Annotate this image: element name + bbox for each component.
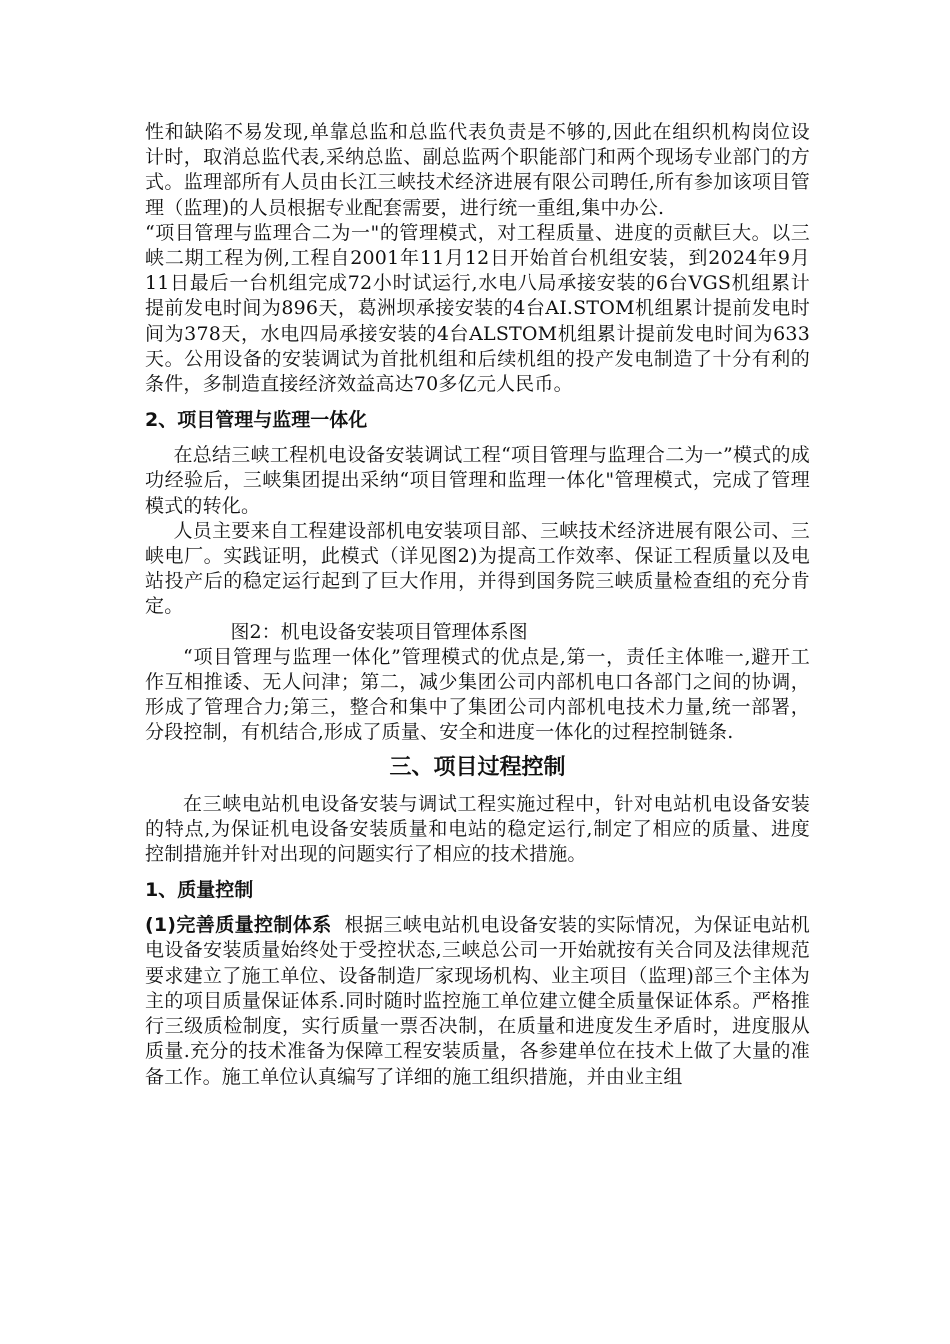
paragraph-quality-system bbox=[145, 913, 810, 1089]
document-page bbox=[145, 120, 810, 1090]
paragraph-lead-title: (1)完善质量控制体系 bbox=[145, 914, 332, 937]
paragraph-process-control-intro: 在三峡电站机电设备安装与调试工程实施过程中，针对电站机电设备安装的特点,为保证机电设备安装质量和电站的稳定运行,制定了相应的质量、进度控制措施并针对出现的问题实行了相应的技术措施。 bbox=[145, 792, 810, 866]
figure-caption: 图2：机电设备安装项目管理体系图 bbox=[230, 620, 528, 643]
section-heading-integration: 2、项目管理与监理一体化 bbox=[145, 409, 368, 432]
paragraph-supervision-structure: 性和缺陷不易发现,单靠总监和总监代表负责是不够的,因此在组织机构岗位设计时，取消总监代表,采纳总监、副总监两个职能部门和两个现场专业部门的方式。监理部所有人员由长江三峡技术经济进展有限公司聘任,所有参加该项目管理（监理)的人员根据专业配套需要，进行统一重组,集中办公. bbox=[145, 121, 810, 219]
paragraph-management-mode-contribution: “项目管理与监理合二为一"的管理模式，对工程质量、进度的贡献巨大。以三峡二期工程为例,工程自2001年11月12日开始首台机组安装，到2024年9月11日最后一台机组完成72小时试运行,水电八局承接安装的6台VGS机组累计提前发电时间为896天，葛洲坝承接安装的4台AI.STOM机组累计提前发电时间为378天，水电四局承接安装的4台ALSTOM机组累计提前发电时间为633天。公用设备的安装调试为首批机组和后续机组的投产发电制造了十分有利的条件，多制造直接经济效益高达70多亿元人民币。 bbox=[145, 221, 810, 396]
chapter-heading-process-control: 三、项目过程控制 bbox=[389, 754, 566, 780]
paragraph-personnel-source: 人员主要来自工程建设部机电安装项目部、三峡技术经济进展有限公司、三峡电厂。实践证明，此模式（详见图2)为提高工作效率、保证工程质量以及电站投产后的稳定运行起到了巨大作用，并得到国务院三峡质量检查组的充分肯定。 bbox=[145, 519, 810, 618]
paragraph-integration-advantages: “项目管理与监理一体化”管理模式的优点是,第一，责任主体唯一,避开工作互相推诿、无人问津；第二，减少集团公司内部机电口各部门之间的协调，形成了管理合力;第三，整合和集中了集团公司内部机电技术力量,统一部署，分段控制，有机结合,形成了质量、安全和进度一体化的过程控制链条. bbox=[145, 645, 810, 744]
section-heading-quality-control: 1、质量控制 bbox=[145, 879, 254, 902]
paragraph-integration-summary: 在总结三峡工程机电设备安装调试工程“项目管理与监理合二为一”模式的成功经验后，三峡集团提出采纳“项目管理和监理一体化"管理模式，完成了管理模式的转化。 bbox=[145, 444, 810, 517]
paragraph-quality-system-body: 根据三峡电站机电设备安装的实际情况，为保证电站机电设备安装质量始终处于受控状态,三峡总公司一开始就按有关合同及法律规范要求建立了施工单位、设备制造厂家现场机构、业主项目（监理)部三个主体为主的项目质量保证体系.同时随时监控施工单位建立健全质量保证体系。严格推行三级质检制度，实行质量一票否决制，在质量和进度发生矛盾时，进度服从质量.充分的技术准备为保障工程安装质量，各参建单位在技术上做了大量的准备工作。施工单位认真编写了详细的施工组织措施，并由业主组 bbox=[145, 914, 810, 1088]
